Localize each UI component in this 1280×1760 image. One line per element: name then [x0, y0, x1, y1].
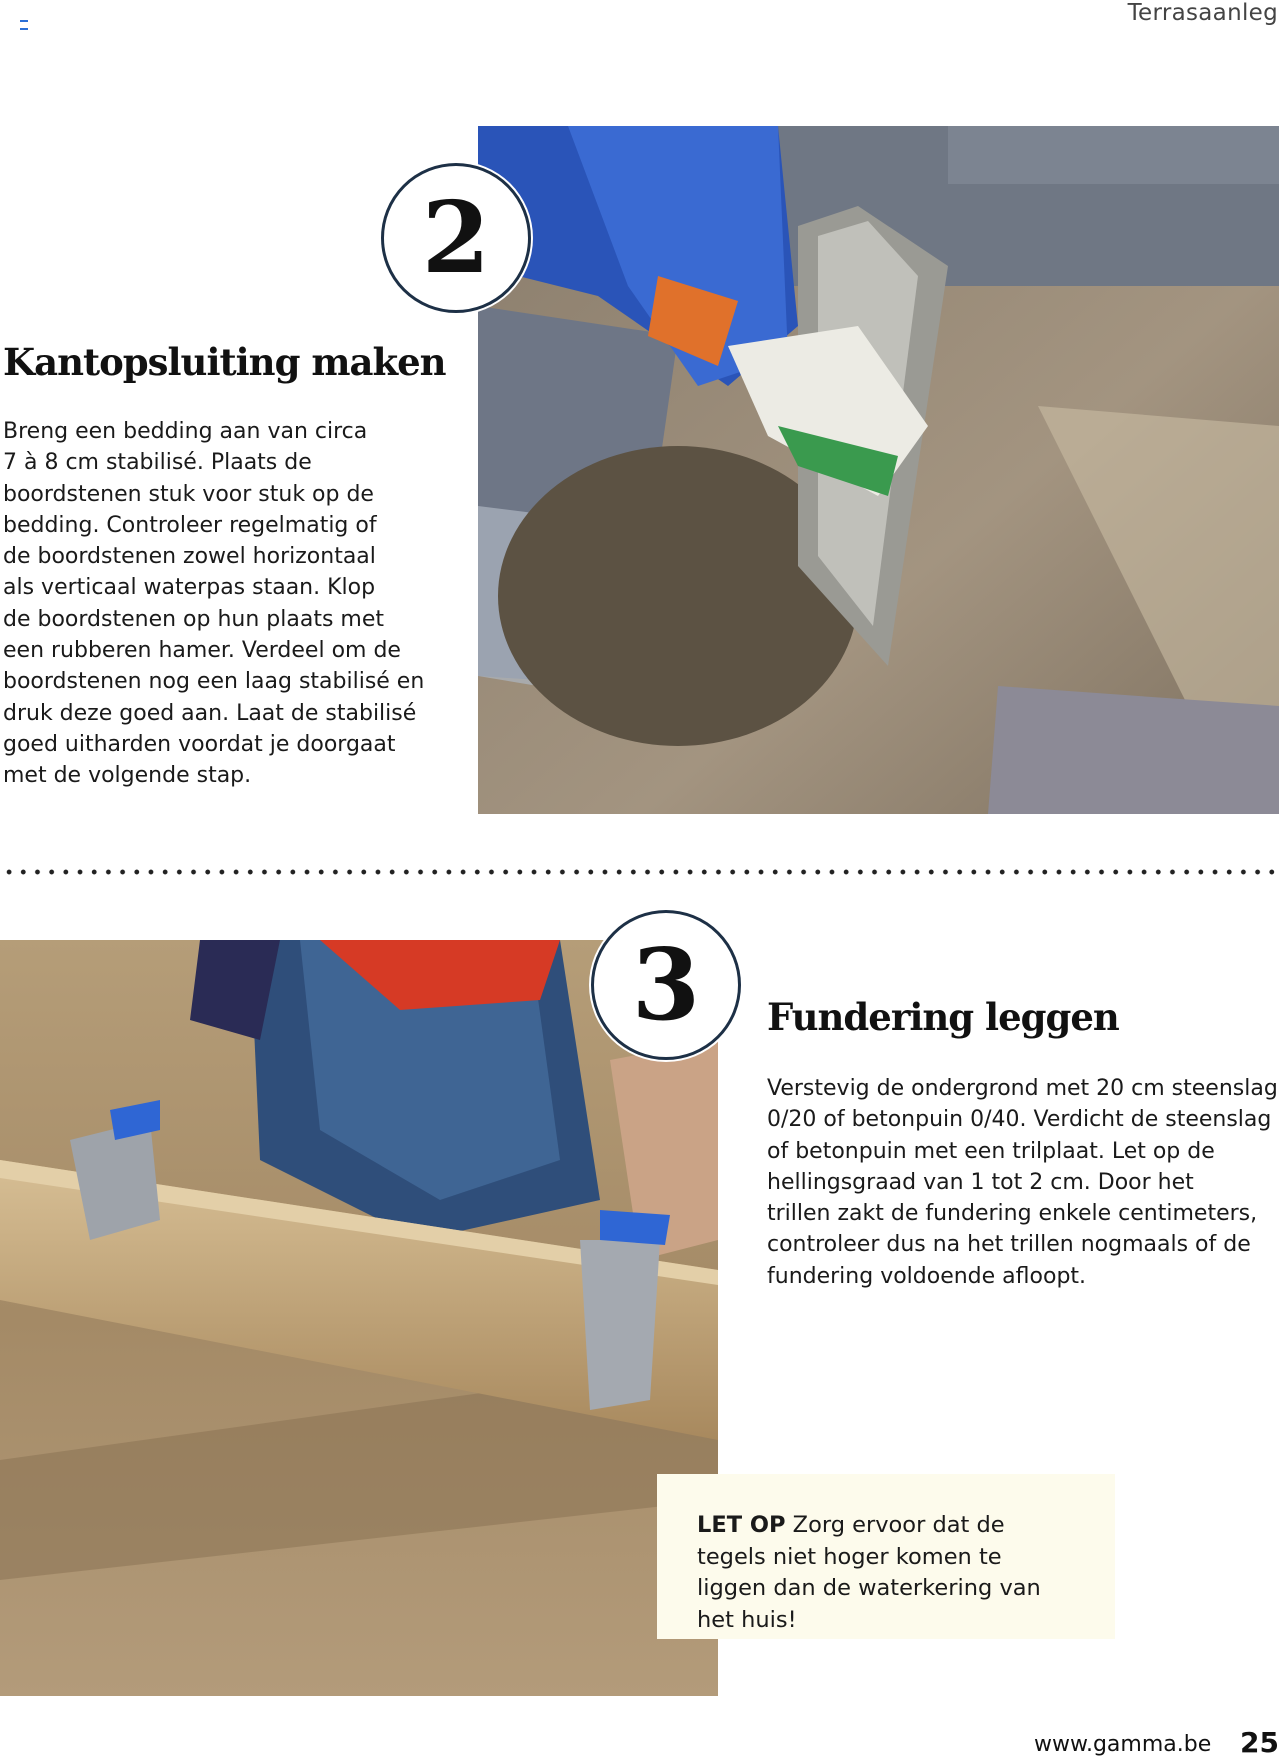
step-3-line: hellingsgraad van 1 tot 2 cm. Door het [767, 1169, 1194, 1195]
step-2-title: Kantopsluiting maken [3, 340, 446, 384]
step-3-line: controleer dus na het trillen nogmaals of de [767, 1232, 1251, 1258]
note-box [657, 1474, 1115, 1639]
step-2-line: druk deze goed aan. Laat de stabilisé [3, 700, 417, 726]
page-number: 25 [1240, 1726, 1279, 1759]
section-label: Terrasaanleg [1127, 0, 1278, 26]
footer-url-link[interactable]: www.gamma.be [1034, 1732, 1212, 1757]
step-2-line: met de volgende stap. [3, 763, 252, 789]
step-number-2: 2 [381, 163, 531, 313]
dotted-divider [2, 868, 1278, 876]
step-number-3: 3 [591, 910, 741, 1060]
step-2-line: een rubberen hamer. Verdeel om de [3, 638, 401, 664]
step-3-body [767, 1073, 1278, 1292]
step-2-line: de boordstenen zowel horizontaal [3, 544, 376, 570]
step-3-line: Verstevig de ondergrond met 20 cm steenslag [767, 1076, 1278, 1101]
step-2-line: boordstenen nog een laag stabilisé en [3, 669, 425, 695]
step-3-title: Fundering leggen [767, 995, 1119, 1039]
step-3-line: fundering voldoende afloopt. [767, 1263, 1087, 1289]
step-2-line: 7 à 8 cm stabilisé. Plaats de [3, 450, 312, 476]
step-2-line: bedding. Controleer regelmatig of [3, 512, 377, 538]
step-2-line: als verticaal waterpas staan. Klop [3, 575, 376, 601]
menu-icon[interactable] [20, 20, 28, 30]
step-2-line: de boordstenen op hun plaats met [3, 606, 384, 632]
step-3-line: of betonpuin met een trilplaat. Let op de [767, 1138, 1215, 1164]
note-label: LET OP [697, 1512, 786, 1538]
step-2-line: goed uitharden voordat je doorgaat [3, 731, 396, 757]
curb-stone-photo [478, 126, 1279, 814]
step-2-line: Breng een bedding aan van circa [3, 419, 368, 444]
note-text: Zorg ervoor dat de tegels niet hoger komen te liggen dan de waterkering van het huis! [697, 1512, 1041, 1633]
step-3-line: trillen zakt de fundering enkele centimeters, [767, 1201, 1258, 1227]
step-2-body [3, 416, 423, 792]
foundation-photo [0, 940, 718, 1696]
step-3-line: 0/20 of betonpuin 0/40. Verdicht de steenslag [767, 1107, 1272, 1133]
step-2-line: boordstenen stuk voor stuk op de [3, 481, 374, 507]
